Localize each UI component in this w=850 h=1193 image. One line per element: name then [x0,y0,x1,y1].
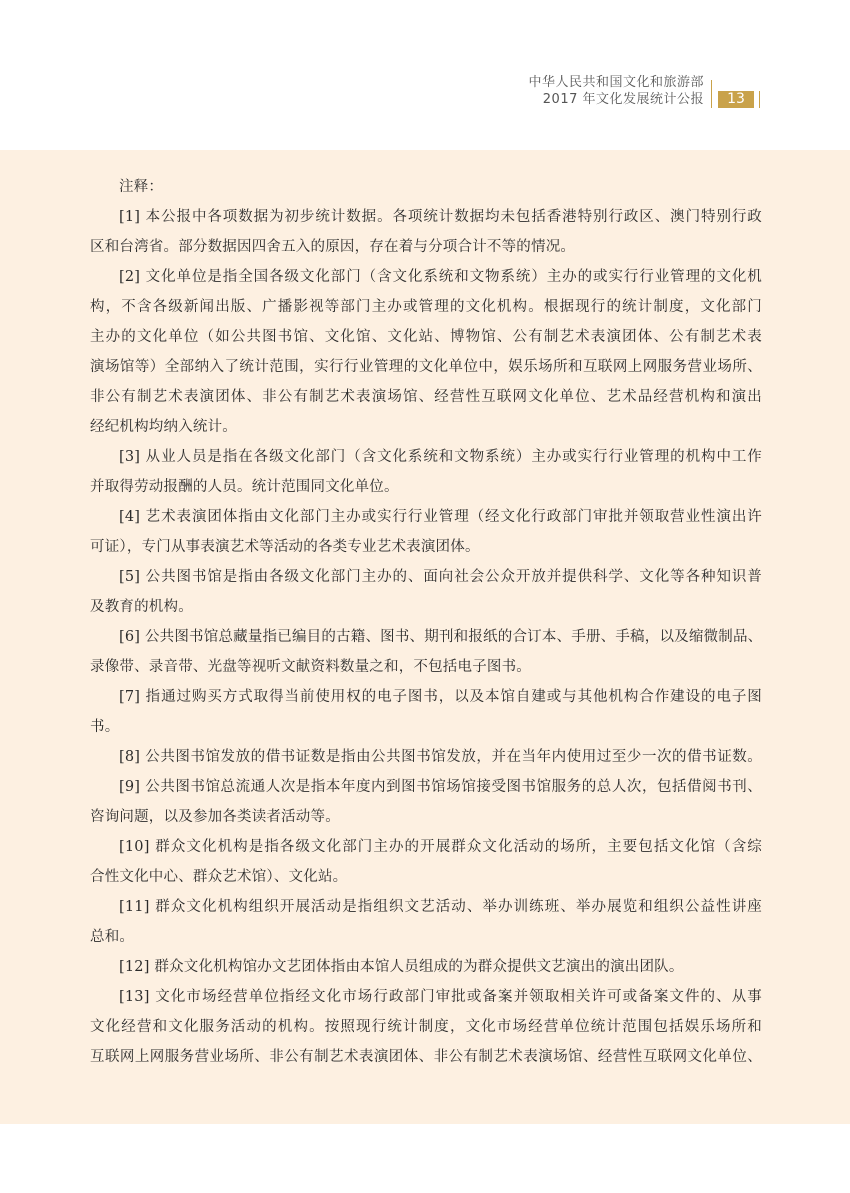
note-line: 经纪机构均纳入统计。 [90,419,237,435]
note-line: 构，不含各级新闻出版、广播影视等部门主办或管理的文化机构。根据现行的统计制度，文化部门 [90,299,762,315]
note-line: 非公有制艺术表演团体、非公有制艺术表演场馆、经营性互联网文化单位、艺术品经营机构和演出 [90,389,762,405]
note-line: 互联网上网服务营业场所、非公有制艺术表演团体、非公有制艺术表演场馆、经营性互联网文化单位、 [90,1049,762,1065]
note-line: 及教育的机构。 [90,599,193,615]
page-header [0,0,850,150]
note-line: [6] 公共图书馆总藏量指已编目的古籍、图书、期刊和报纸的合订本、手册、手稿，以及缩微制品、 [119,629,763,645]
note-line: [12] 群众文化机构馆办文艺团体指由本馆人员组成的为群众提供文艺演出的演出团队。 [119,959,684,975]
note-line: 主办的文化单位（如公共图书馆、文化馆、文化站、博物馆、公有制艺术表演团体、公有制艺术表 [90,329,762,345]
header-report-title: 2017 年文化发展统计公报 [542,92,704,107]
header-divider-right [759,91,760,108]
note-line: [7] 指通过购买方式取得当前使用权的电子图书，以及本馆自建或与其他机构合作建设的电子图 [119,689,762,705]
notes-title: 注释： [119,179,164,195]
note-line: 区和台湾省。部分数据因四舍五入的原因，存在着与分项合计不等的情况。 [90,239,576,255]
page-number: 13 [718,91,754,108]
note-line: 可证），专门从事表演艺术等活动的各类专业艺术表演团体。 [90,539,480,555]
note-line: [3] 从业人员是指在各级文化部门（含文化系统和文物系统）主办或实行行业管理的机构中工作 [119,449,762,465]
note-line: 文化经营和文化服务活动的机构。按照现行统计制度，文化市场经营单位统计范围包括娱乐场所和 [90,1019,762,1035]
note-line: [11] 群众文化机构组织开展活动是指组织文艺活动、举办训练班、举办展览和组织公益性讲座 [119,899,762,915]
note-line: [9] 公共图书馆总流通人次是指本年度内到图书馆场馆接受图书馆服务的总人次，包括借阅书刊、 [119,779,762,795]
header-title [528,74,704,108]
note-line: 合性文化中心、群众艺术馆）、文化站。 [90,869,348,885]
note-line: [4] 艺术表演团体指由文化部门主办或实行行业管理（经文化行政部门审批并领取营业性演出许 [119,509,762,525]
note-line: 录像带、录音带、光盘等视听文献资料数量之和，不包括电子图书。 [90,659,531,675]
note-line: 演场馆等）全部纳入了统计范围，实行行业管理的文化单位中，娱乐场所和互联网上网服务营业场所、 [90,359,762,375]
note-line: 并取得劳动报酬的人员。统计范围同文化单位。 [90,479,399,495]
note-line: 总和。 [90,929,135,945]
note-line: [1] 本公报中各项数据为初步统计数据。各项统计数据均未包括香港特别行政区、澳门特别行政 [119,209,762,225]
note-line: [10] 群众文化机构是指各级文化部门主办的开展群众文化活动的场所，主要包括文化馆（含综 [119,839,762,855]
note-line: [2] 文化单位是指全国各级文化部门（含文化系统和文物系统）主办的或实行行业管理的文化机 [119,269,762,285]
header-org: 中华人民共和国文化和旅游部 [528,75,704,90]
note-line: [8] 公共图书馆发放的借书证数是指由公共图书馆发放，并在当年内使用过至少一次的借书证数。 [119,749,762,765]
note-line: 书。 [90,719,120,735]
notes-body [90,202,762,1072]
note-line: [13] 文化市场经营单位指经文化市场行政部门审批或备案并领取相关许可或备案文件的、从事 [119,989,762,1005]
notes-section [90,172,762,1072]
header-divider [711,80,712,108]
note-line: 咨询问题，以及参加各类读者活动等。 [90,809,340,825]
note-line: [5] 公共图书馆是指由各级文化部门主办的、面向社会公众开放并提供科学、文化等各种知识普 [119,569,762,585]
